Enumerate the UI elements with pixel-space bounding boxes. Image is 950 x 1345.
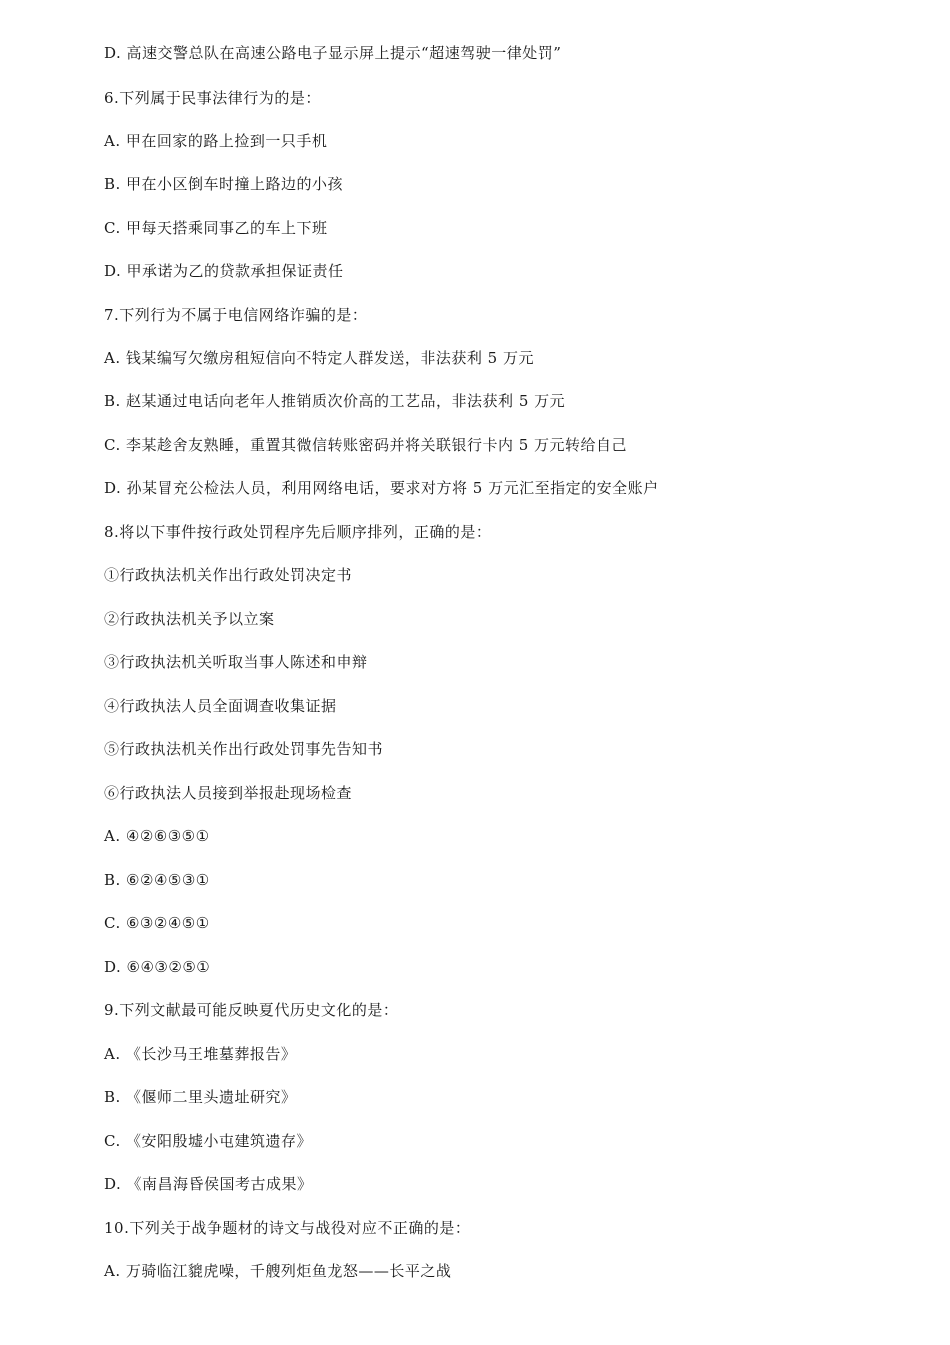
question-8-event-6: ⑥行政执法人员接到举报赴现场检查 bbox=[104, 784, 353, 802]
question-6-option-d: D. 甲承诺为乙的贷款承担保证责任 bbox=[104, 262, 344, 280]
question-9-stem: 9.下列文献最可能反映夏代历史文化的是： bbox=[104, 1001, 399, 1019]
question-10-option-a: A. 万骑临江貔虎噪，千艘列炬鱼龙怒——长平之战 bbox=[104, 1262, 452, 1280]
question-8-event-5: ⑤行政执法机关作出行政处罚事先告知书 bbox=[104, 740, 384, 758]
question-9-option-a: A. 《长沙马王堆墓葬报告》 bbox=[104, 1045, 297, 1063]
question-9-option-d: D. 《南昌海昏侯国考古成果》 bbox=[104, 1175, 313, 1193]
question-8-option-a: A. ④②⑥③⑤① bbox=[104, 827, 210, 845]
question-7-option-b: B. 赵某通过电话向老年人推销质次价高的工艺品，非法获利 5 万元 bbox=[104, 392, 566, 410]
question-10-stem: 10.下列关于战争题材的诗文与战役对应不正确的是： bbox=[104, 1219, 471, 1237]
question-6-option-c: C. 甲每天搭乘同事乙的车上下班 bbox=[104, 219, 328, 237]
question-8-option-b: B. ⑥②④⑤③① bbox=[104, 871, 210, 889]
question-8-stem: 8.将以下事件按行政处罚程序先后顺序排列，正确的是： bbox=[104, 523, 492, 541]
question-8-event-1: ①行政执法机关作出行政处罚决定书 bbox=[104, 566, 353, 584]
question-8-option-d: D. ⑥④③②⑤① bbox=[104, 958, 211, 976]
question-9-option-b: B. 《偃师二里头遗址研究》 bbox=[104, 1088, 297, 1106]
question-7-option-d: D. 孙某冒充公检法人员，利用网络电话，要求对方将 5 万元汇至指定的安全账户 bbox=[104, 479, 659, 497]
question-7-stem: 7.下列行为不属于电信网络诈骗的是： bbox=[104, 306, 368, 324]
question-6-stem: 6.下列属于民事法律行为的是： bbox=[104, 89, 321, 107]
question-8-event-3: ③行政执法机关听取当事人陈述和申辩 bbox=[104, 653, 368, 671]
question-5-option-d: D. 高速交警总队在高速公路电子显示屏上提示“超速驾驶一律处罚” bbox=[104, 44, 562, 62]
question-7-option-c: C. 李某趁舍友熟睡，重置其微信转账密码并将关联银行卡内 5 万元转给自己 bbox=[104, 436, 628, 454]
question-7-option-a: A. 钱某编写欠缴房租短信向不特定人群发送，非法获利 5 万元 bbox=[104, 349, 534, 367]
question-6-option-b: B. 甲在小区倒车时撞上路边的小孩 bbox=[104, 175, 344, 193]
question-9-option-c: C. 《安阳殷墟小屯建筑遗存》 bbox=[104, 1132, 312, 1150]
question-8-event-2: ②行政执法机关予以立案 bbox=[104, 610, 275, 628]
question-8-event-4: ④行政执法人员全面调查收集证据 bbox=[104, 697, 337, 715]
question-6-option-a: A. 甲在回家的路上捡到一只手机 bbox=[104, 132, 328, 150]
question-8-option-c: C. ⑥③②④⑤① bbox=[104, 914, 210, 932]
